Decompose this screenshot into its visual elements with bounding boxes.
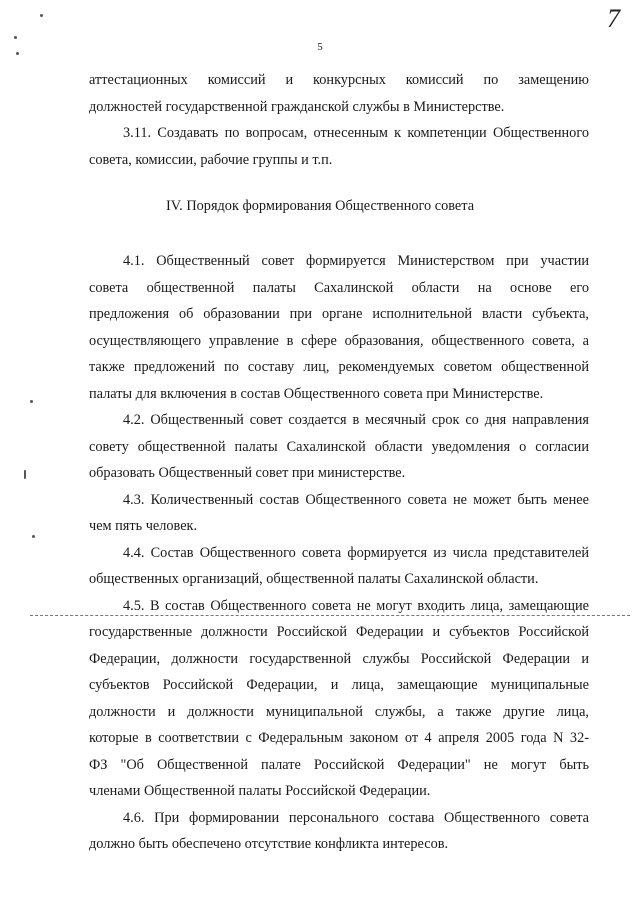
scan-speck xyxy=(32,535,35,538)
text-line: 3.11. Создавать по вопросам, отнесенным к компетенции Общественного xyxy=(123,125,589,141)
top-text-block xyxy=(89,67,589,173)
paragraph-4-2 xyxy=(89,407,589,487)
scan-speck xyxy=(14,36,17,39)
text-line: совету общественной палаты Сахалинской области уведомления о согласии xyxy=(89,438,589,455)
text-line: которые в соответствии с Федеральным законом от 4 апреля 2005 года N 32- xyxy=(89,730,589,746)
text-line: общественных организаций, общественной палаты Сахалинской области. xyxy=(89,571,539,587)
text-line: совета общественной палаты Сахалинской области на основе его xyxy=(89,279,589,296)
text-line: осуществляющего управление в сфере образования, общественного совета, а xyxy=(89,332,589,349)
text-line: совета, комиссии, рабочие группы и т.п. xyxy=(89,151,333,168)
paragraph-4-5 xyxy=(89,593,589,805)
scan-fold-line xyxy=(30,615,630,616)
text-line: 4.1. Общественный совет формируется Министерством при участии xyxy=(123,253,589,269)
scan-speck xyxy=(16,52,19,55)
paragraph-3-11 xyxy=(89,120,589,173)
text-line: предложения об образовании при органе исполнительной власти субъекта, xyxy=(89,306,589,322)
text-line: государственные должности Российской Федерации и субъектов Российской xyxy=(89,624,589,640)
text-line: 4.2. Общественный совет создается в месячный срок со дня направления xyxy=(123,412,589,428)
paragraph-4-1 xyxy=(89,248,589,407)
text-line: Федерации, должности государственной службы Российской Федерации и xyxy=(89,650,589,667)
scan-speck xyxy=(40,14,43,17)
paragraph-4-4 xyxy=(89,540,589,593)
text-line: должностей государственной гражданской службы в Министерстве. xyxy=(89,98,505,115)
text-line: 4.3. Количественный состав Общественного совета не может быть менее xyxy=(123,491,589,508)
paragraph-continuation xyxy=(89,67,589,120)
text-line: членами Общественной палаты Российской Федерации. xyxy=(89,783,431,799)
scan-speck xyxy=(30,400,33,403)
handwritten-page-mark: 7 xyxy=(607,4,620,33)
text-line: должно быть обеспечено отсутствие конфликта интересов. xyxy=(89,836,449,852)
text-line: также предложений по составу лиц, рекомендуемых советом общественной xyxy=(89,359,589,375)
paragraph-4-6 xyxy=(89,805,589,858)
text-line: чем пять человек. xyxy=(89,518,198,534)
text-line: должности и должности муниципальной службы, а также другие лица, xyxy=(89,703,589,720)
text-line: 4.5. В состав Общественного совета не могут входить лица, замещающие xyxy=(123,597,589,614)
text-line: аттестационных комиссий и конкурсных комиссий по замещению xyxy=(89,72,589,88)
text-line: 4.6. При формировании персонального состава Общественного совета xyxy=(123,809,589,826)
scan-speck xyxy=(24,470,26,479)
text-line: образовать Общественный совет при министерстве. xyxy=(89,465,406,481)
text-line: субъектов Российской Федерации, и лица, замещающие муниципальные xyxy=(89,677,589,693)
text-line: палаты для включения в состав Общественного совета при Министерстве. xyxy=(89,385,544,402)
page-number: 5 xyxy=(317,41,323,53)
text-line: 4.4. Состав Общественного совета формируется из числа представителей xyxy=(123,544,589,561)
text-line: ФЗ "Об Общественной палате Российской Федерации" не могут быть xyxy=(89,756,589,773)
section-body xyxy=(89,248,589,858)
section-heading: IV. Порядок формирования Общественного совета xyxy=(165,198,475,214)
paragraph-4-3 xyxy=(89,487,589,540)
